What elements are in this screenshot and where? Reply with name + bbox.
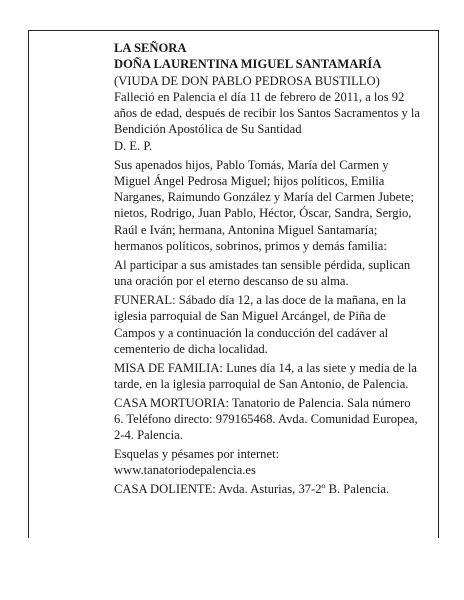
title: LA SEÑORA	[114, 41, 187, 55]
widow-of: (VIUDA DE DON PABLO PEDROSA BUSTILLO)	[114, 73, 380, 88]
mortuary-info: CASA MORTUORIA: Tanatorio de Palencia. Sala número 6. Teléfono directo: 979165468. Avda. Comunidad Europea, 2-4. Palencia.	[114, 395, 418, 443]
family-mass-info: MISA DE FAMILIA: Lunes día 14, a las siete y media de la tarde, en la iglesia parroquial de San Antonio, de Palencia.	[114, 360, 418, 391]
death-notice: Falleció en Palencia el día 11 de febrero de 2011, a los 92 años de edad, después de recibir los Santos Sacramentos y la Bendición Apostólica de Su Santidad	[114, 89, 421, 137]
obituary-heading	[114, 40, 422, 89]
rip: D. E. P.	[114, 138, 153, 153]
mourning-home-info: CASA DOLIENTE: Avda. Asturias, 37-2º B. Palencia.	[114, 482, 390, 497]
online-condolences-url[interactable]: www.tanatoriodepalencia.es	[114, 463, 256, 478]
obituary-content	[114, 40, 422, 500]
online-condolences	[114, 446, 422, 479]
deceased-name: DOÑA LAURENTINA MIGUEL SANTAMARÍA	[114, 57, 382, 72]
prayer-request: Al participar a sus amistades tan sensible pérdida, suplican una oración por el eterno descanso de su alma.	[114, 257, 411, 289]
family-list: Sus apenados hijos, Pablo Tomás, María del Carmen y Miguel Ángel Pedrosa Miguel; hijos políticos, Emilia Narganes, Raimundo González y María del Carmen Jubete; nietos, Rodrigo, Juan Pablo, Héctor, Óscar, Sandra, Sergio, Raúl e Iván; hermana, Antonina Miguel Santamaría; hermanos políticos, sobrinos, primos y demás familia:	[114, 157, 414, 254]
funeral-info: FUNERAL: Sábado día 12, a las doce de la mañana, en la iglesia parroquial de San Miguel Arcángel, de Piña de Campos y a continuación la conducción del cadáver al cementerio de dicha localidad.	[114, 292, 407, 356]
online-condolences-label: Esquelas y pésames por internet:	[114, 447, 280, 462]
